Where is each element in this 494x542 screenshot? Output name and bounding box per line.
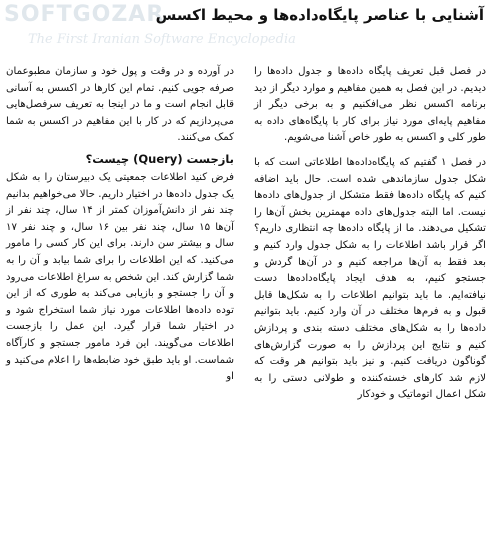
watermark-subtitle: The First Iranian Software Encyclopedia <box>28 32 296 47</box>
right-column <box>254 64 486 404</box>
left-paragraph-2: فرض کنید اطلاعات جمعیتی یک دبیرستان را به شکل یک جدول داده‌ها در اختیار داریم. حالا می‌خواهیم بدانیم چند نفر از دانش‌آموزان کمتر از ۱۴ سال، چند نفر از آن‌ها ۱۵ سال، چند نفر بین ۱۶ سال، و چند نفر ۱۷ سال و بیشتر سن دارند. برای این کار کسی را مامور می‌کنید. که این اطلاعات را برای شما بیابد و آن را به شما گزارش کند. این شخص به سراغ اطلاعات می‌رود و آن را جستجو و بازیابی می‌کند به طوری که از این توده داده‌ها اطلاعات مورد نیاز شما استخراج شود و در اختیار شما قرار گیرد. این عمل را بازجست اطلاعات می‌گویند. این فرد مامور جستجو و کارآگاه شماست. او باید طبق خود ضابطه‌ها را اعلام می‌کنید و او <box>6 171 234 383</box>
left-column <box>6 64 234 386</box>
paragraph-spacer <box>254 147 486 155</box>
query-subheading: بازجست (Query) چیست؟ <box>85 151 234 166</box>
page-header <box>0 0 494 56</box>
watermark-logo: SOFTGOZAR <box>4 2 165 27</box>
page-title: آشنایی با عناصر پایگاه‌داده‌ها و محیط اکسس <box>155 6 484 24</box>
left-paragraph-1: در آورده و در وقت و پول خود و سازمان مطبوعمان صرفه جویی کنیم. تمام این کارها در اکسس به آسانی قابل انجام است و ما در اینجا به تعریف سرفصل‌هایی می‌پردازیم که در کار با این مفاهیم در اکسس به شما کمک می‌کنند. <box>6 66 234 144</box>
right-paragraph-1: در فصل قبل تعریف پایگاه داده‌ها و جدول داده‌ها را دیدیم. در این فصل به همین مفاهیم و موارد دیگر از دید برنامه اکسس نظر می‌افکنیم و به برخی دیگر از مفاهیم پایه‌ای مورد نیاز برای کار با پایگاه‌های داده به طور کلی و اکسس به طور خاص آشنا می‌شویم. <box>254 66 486 144</box>
right-paragraph-2: در فصل ۱ گفتیم که پایگاه‌داده‌ها اطلاعاتی است که با شکل جدول سازماندهی شده است. حال باید اضافه کنیم که پایگاه داده‌ها فقط متشکل از جدول‌های داده‌ها نیست. اما البته جدول‌های داده مهمترین بخش آن‌ها را تشکیل می‌دهند. ما از پایگاه داده‌ها چه انتظاری داریم؟ اگر قرار باشد اطلاعات را به شکل جدول وارد کنیم و بعد فقط به آن‌ها مراجعه کنیم و در آن‌ها گردش و جستجو کنیم، به هدف ایجاد پایگاه‌داده‌ها دست نیافته‌ایم. ما باید بتوانیم اطلاعات را به شکل‌ها قابل قبول و به فرم‌ها مختلف در آن وارد کنیم. باید بتوانیم داده‌ها را به شکل‌های مختلف دسته بندی و پردازش کنیم و نتایج این پردازش را به صورت گزارش‌های گوناگون دریافت کنیم. و نیز باید بتوانیم هر وقت که لازم شد کارهای خسته‌کننده و طولانی دستی را به شکل اعمال اتوماتیک و خودکار <box>254 156 487 401</box>
